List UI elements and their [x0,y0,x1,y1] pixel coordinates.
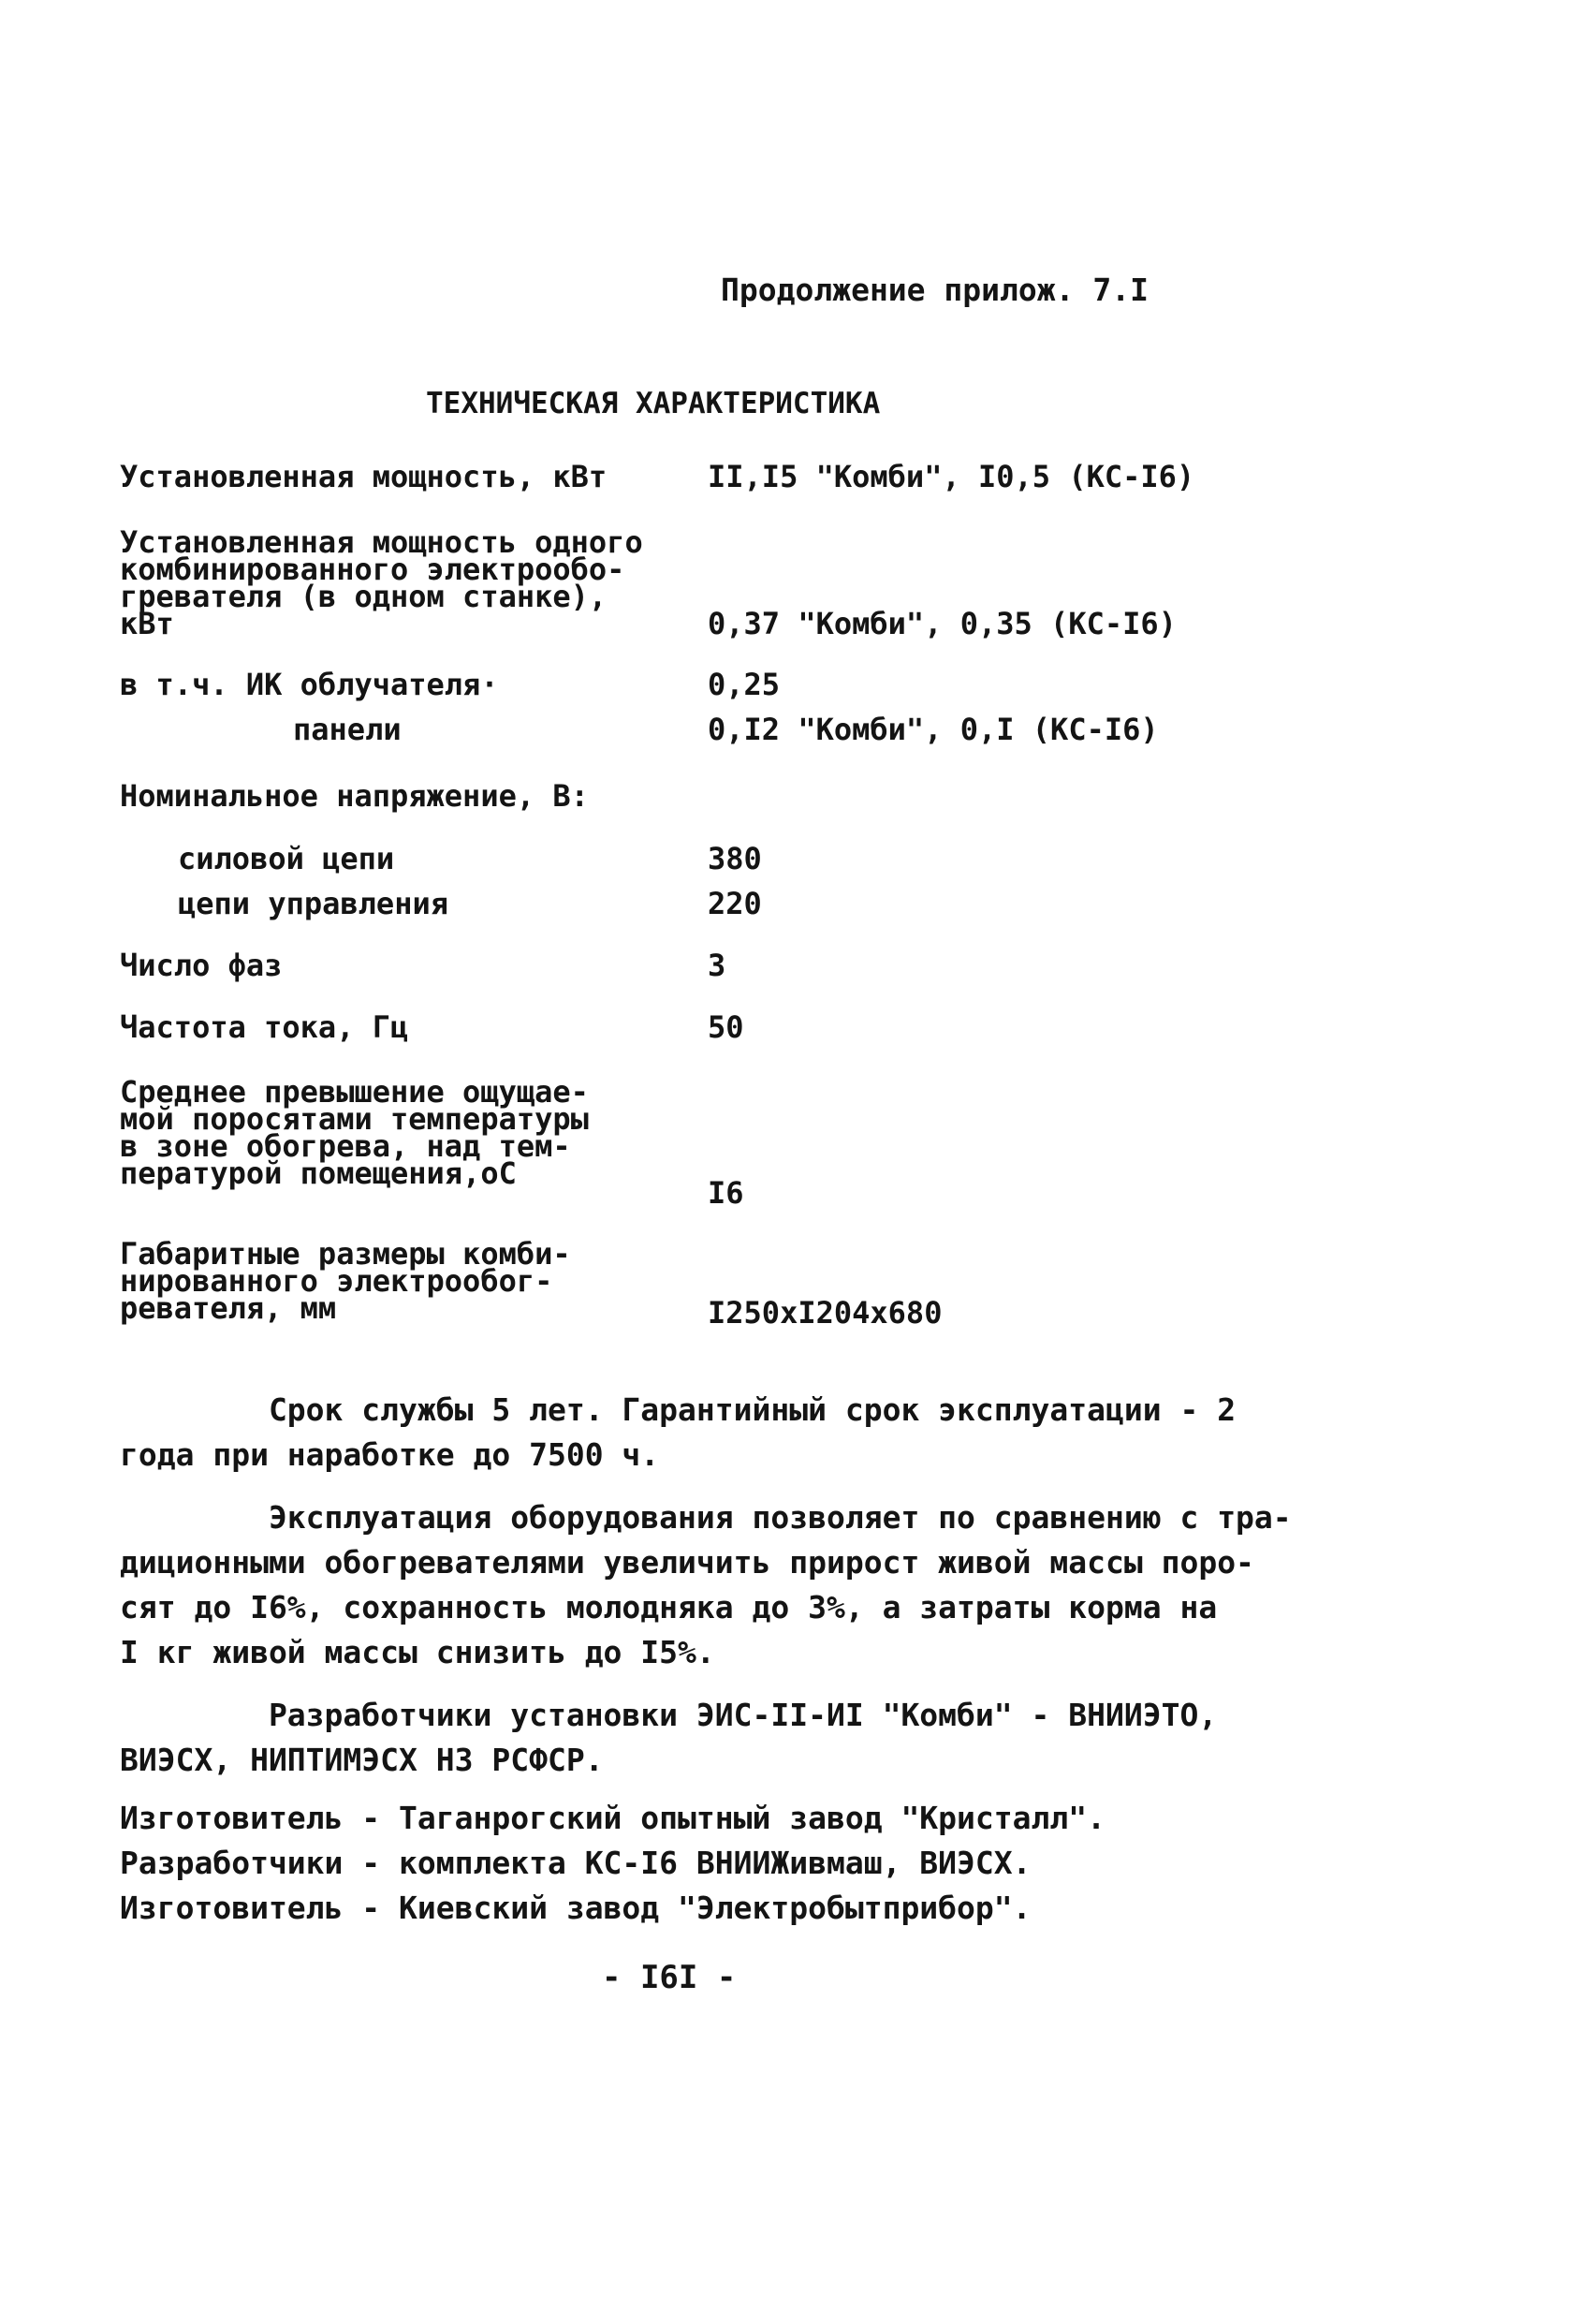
developers-paragraph: Разработчики установки ЭИС-II-ИI "Комби" - ВНИИЭТО, ВИЭСХ, НИПТИМЭСХ НЗ РСФСР. [120,1697,1218,1778]
spec-label: Габаритные размеры комби- нированного электрообог- ревателя, мм [120,1236,571,1326]
spec-value: I6 [708,1175,744,1211]
page-number: - I6I - [602,1959,737,1996]
spec-label: цепи управления [178,886,448,921]
spec-label: Номинальное напряжение, В: [120,778,589,814]
spec-label: Установленная мощность одного комбинированного электрообо- гревателя (в одном станке), кВт [120,524,643,641]
service-life-paragraph: Срок службы 5 лет. Гарантийный срок эксплуатации - 2 года при наработке до 7500 ч. [120,1391,1237,1473]
spec-value: 50 [708,1009,744,1045]
spec-label: Среднее превышение ощущае- мой поросятами температуры в зоне обогрева, над тем- пературой помещения,оС [120,1074,589,1191]
spec-label: Число фаз [120,948,283,983]
spec-value: 0,I2 "Комби", 0,I (КС-I6) [708,712,1159,747]
operation-benefits-paragraph: Эксплуатация оборудования позволяет по сравнению с тра- диционными обогревателями увеличить прирост живой массы поро- сят до I6%, сохранность молодняка до 3%, а затраты корма на I кг живой массы снизить до I5%. [120,1499,1292,1670]
appendix-continuation-note: Продолжение прилож. 7.I [721,272,1149,308]
spec-value: II,I5 "Комби", I0,5 (КС-I6) [708,459,1195,494]
document-title: ТЕХНИЧЕСКАЯ ХАРАКТЕРИСТИКА [426,387,881,420]
spec-label: Частота тока, Гц [120,1009,409,1045]
spec-value: 0,25 [708,667,781,702]
spec-label: силовой цепи [178,841,395,876]
spec-value: 3 [708,948,726,983]
spec-label: Установленная мощность, кВт [120,459,608,494]
spec-value: 0,37 "Комби", 0,35 (КС-I6) [708,606,1177,641]
spec-value: 380 [708,841,762,876]
spec-value: 220 [708,886,762,921]
spec-label: в т.ч. ИК облучателя· [120,667,499,702]
spec-label: панели [293,712,402,747]
spec-value: I250xI204x680 [708,1295,943,1331]
manufacturers-paragraph: Изготовитель - Таганрогский опытный завод "Кристалл". Разработчики - комплекта КС-I6 ВНИИЖивмаш, ВИЭСХ. Изготовитель - Киевский завод "Электробытприбор". [120,1800,1105,1926]
